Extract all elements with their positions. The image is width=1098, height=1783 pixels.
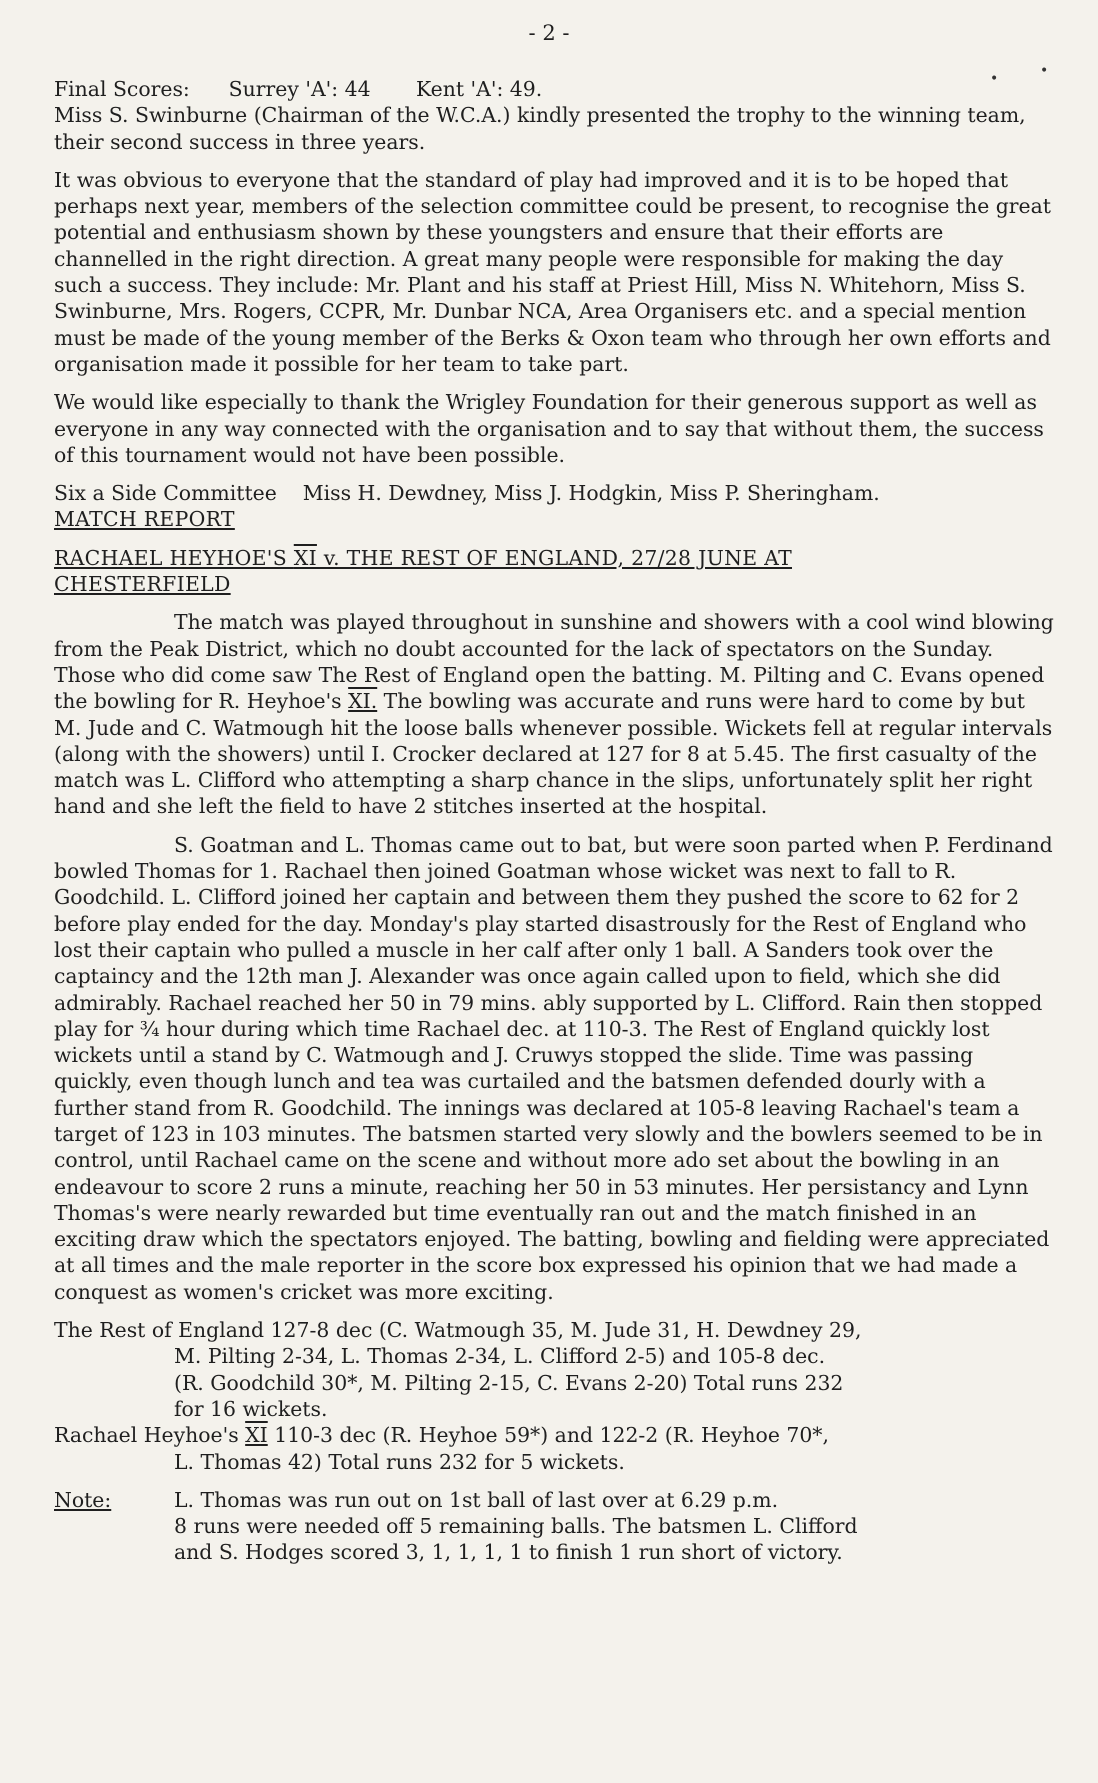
note-line-1: L. Thomas was run out on 1st ball of last over at 6.29 p.m. (174, 1487, 779, 1512)
score-text: Rachael Heyhoe's (54, 1423, 246, 1448)
paragraph-text: S. Goatman and L. Thomas came out to bat, but were soon parted when P. Ferdinand bowled Thomas for 1. Rachael then joined Goatman whose wicket was next to fall to R. Goodchild. L. Clifford joined her captain and between them they pushed the score to 62 for 2 before play ended for the day. Monday's play started disastrously for the Rest of England who lost their captain who pulled a muscle in her calf after only 1 ball. A Sanders took over the captaincy and the 12th man J. Alexander was once again called upon to field, which she did admirably. Rachael reached her 50 in 79 mins. ably supported by L. Clifford. Rain then stopped play for (54, 832, 1053, 1041)
paragraph-text: hour during which time Rachael dec. at 110-3. The Rest of England quickly lost wickets until a stand by C. Watmough and J. Cruwys stopped the slide. Time was passing quickly, even though lunch and tea was curtailed and the batsmen defended dourly with a further stand from R. Goodchild. The innings was declared at 105-8 leaving Rachael's team a target of 123 in 103 minutes. The batsmen started very slowly and the bowlers seemed to be in control, until Rachael came on the scene and without more ado set about the bowling in an endeavour to score 2 runs a minute, reaching her 50 in 53 minutes. Her persistancy and Lynn Thomas's were nearly rewarded but time eventually ran out and the match finished in an exciting draw which the spectators enjoyed. The batting, bowling and fielding were appreciated at all times and the male reporter in the score box expressed his opinion that we had made a conquest as women's cricket was more exciting. (54, 1016, 1050, 1304)
page-number: - 2 - (528, 21, 570, 45)
trophy-paragraph: Miss S. Swinburne (Chairman of the W.C.A.) kindly presented the trophy to the winning team, their second success in three years. (54, 103, 1026, 154)
match-title-part: v. THE REST OF ENGLAND, 27/28 JUNE AT CHESTERFIELD (54, 545, 792, 597)
score-rest-line-3: (R. Goodchild 30*, M. Pilting 2-15, C. Evans 2-20) Total runs 232 (174, 1370, 844, 1395)
paragraph-text: The bowling was accurate and runs were hard to come by but M. Jude and C. Watmough hit the loose balls whenever possible. Wickets fell at regular intervals (along with the showers) until I. Crocker declared at 127 for 8 at 5.45. The first casualty of the match was L. Clifford who attempting a sharp chance in the slips, unfortunately split her right hand and she left the field to have 2 stitches inserted at the hospital. (54, 689, 1053, 819)
final-scores-line (54, 76, 1054, 102)
score-heyhoe-line-1 (54, 1422, 1054, 1448)
document-body (54, 76, 1054, 1566)
committee-members: Miss H. Dewdney, Miss J. Hodgkin, Miss P. Sheringham. (302, 481, 880, 506)
match-report-title (54, 545, 914, 598)
final-scores-label: Final Scores: (54, 77, 190, 101)
margin-mark: • (990, 71, 999, 87)
match-title-part: RACHAEL HEYHOE'S (54, 545, 294, 570)
committee-line (54, 480, 1054, 506)
note-line-2: 8 runs were needed off 5 remaining balls. The batsmen L. Clifford (174, 1514, 858, 1539)
score-rest-line-4: for 16 wickets. (174, 1396, 328, 1421)
margin-mark: • (1040, 63, 1049, 79)
scorecard (54, 1317, 1054, 1475)
note-line-3: and S. Hodges scored 3, 1, 1, 1, 1 to finish 1 run short of victory. (174, 1540, 843, 1565)
final-score-kent: Kent 'A': 49. (415, 77, 543, 101)
thanks-paragraph: We would like especially to thank the Wrigley Foundation for their generous support as well as everyone in any way connected with the organisation and to say that without them, the success of this tournament would not have been possible. (54, 390, 1044, 467)
final-score-surrey: Surrey 'A': 44 (228, 77, 371, 101)
match-paragraph-2 (54, 832, 1054, 1305)
score-heyhoe-line-2: L. Thomas 42) Total runs 232 for 5 wickets. (174, 1449, 625, 1474)
match-paragraph-1 (54, 609, 1054, 819)
xi-abbrev: XI (245, 1423, 268, 1448)
note-block (54, 1487, 1054, 1566)
standard-paragraph: It was obvious to everyone that the standard of play had improved and it is to be hoped that perhaps next year, members of the selection committee could be present, to recognise the great potential and enthusiasm shown by these youngsters and ensure that their efforts are channelled in the right direction. A great many people were responsible for making the day such a success. They include: Mr. Plant and his staff at Priest Hill, Miss N. Whitehorn, Miss S. Swinburne, Mrs. Rogers, CCPR, Mr. Dunbar NCA, Area Organisers etc. and a special mention must be made of the young member of the Berks & Oxon team who through her own efforts and organisation made it possible for her team to take part. (54, 167, 1051, 376)
score-rest-line-1: The Rest of England 127-8 dec (C. Watmough 35, M. Jude 31, H. Dewdney 29, (54, 1318, 862, 1343)
paragraph-text: The match was played throughout in sunshine and showers with a cool wind blowing from the Peak District, which no doubt accounted for the lack of spectators on the Sunday. Those who did come saw The Rest of England open the batting. M. Pilting and C. Evans opened the bowling for R. Heyhoe's (54, 610, 1054, 714)
score-rest-line-2: M. Pilting 2-34, L. Thomas 2-34, L. Clifford 2-5) and 105-8 dec. (174, 1344, 826, 1369)
xi-abbrev: XI. (348, 689, 378, 714)
committee-label: Six a Side Committee (54, 481, 277, 506)
match-report-heading: MATCH REPORT (54, 507, 235, 532)
note-label: Note: (54, 1487, 112, 1512)
fraction-three-quarters: ¾ (139, 1016, 160, 1041)
score-text: 110-3 dec (R. Heyhoe 59*) and 122-2 (R. Heyhoe 70*, (267, 1423, 829, 1448)
match-title-xi: XI (293, 545, 317, 570)
note-body (174, 1487, 1054, 1566)
